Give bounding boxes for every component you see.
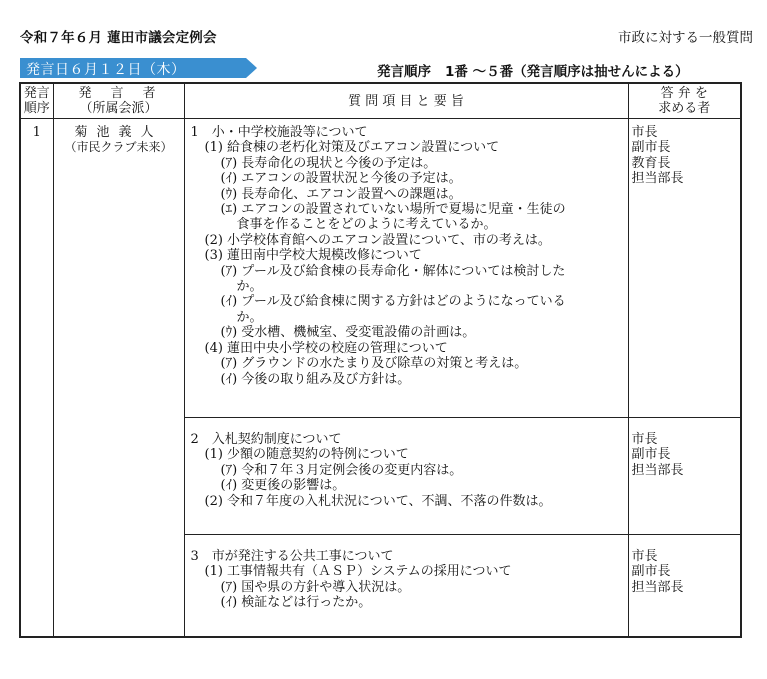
question-item: (ｲ) 検証などは行ったか。 — [220, 595, 372, 611]
date-banner — [20, 58, 257, 78]
question-item: (3) 蓮田南中学校大規模改修について — [204, 248, 422, 264]
question-item: (ｳ) 受水槽、機械室、受変電設備の計画は。 — [220, 325, 476, 341]
speaker-order: 1 — [20, 119, 53, 637]
responder-name: 市長 — [631, 125, 658, 140]
question-section-2 — [184, 418, 628, 535]
question-item: (4) 蓮田中央小学校の校庭の管理について — [204, 340, 448, 356]
question-section-3 — [184, 535, 628, 637]
question-item: 食事を作ることをどのように考えているか。 — [236, 217, 497, 233]
responder-name: 副市長 — [631, 564, 671, 580]
question-topic: 3 市が発注する公共工事について — [190, 549, 394, 564]
question-item: (ｲ) エアコンの設置状況と今後の予定は。 — [220, 171, 462, 187]
question-item: (ｳ) 長寿命化、エアコン設置への課題は。 — [220, 186, 462, 202]
responder-name: 教育長 — [631, 155, 671, 171]
responders-section-2 — [628, 418, 741, 535]
responders-section-3 — [628, 535, 741, 637]
question-item: (1) 給食棟の老朽化対策及びエアコン設置について — [204, 140, 500, 156]
responder-name: 担当部長 — [631, 462, 684, 478]
responder-name: 副市長 — [631, 140, 671, 156]
question-item: (2) 令和７年度の入札状況について、不調、不落の件数は。 — [204, 493, 552, 509]
question-topic: 2 入札契約制度について — [190, 432, 342, 447]
question-item: (ｱ) 長寿命化の現状と今後の予定は。 — [220, 155, 437, 171]
question-item: (ｲ) 今後の取り組み及び方針は。 — [220, 371, 411, 387]
question-item: (ｱ) 令和７年３月定例会後の変更内容は。 — [220, 462, 463, 478]
question-topic: 1 小・中学校施設等について — [190, 125, 368, 140]
table-row — [20, 119, 741, 418]
header-responder: 答 弁 を 求める者 — [628, 83, 741, 119]
question-item: (1) 工事情報共有（ＡＳＰ）システムの採用について — [204, 564, 512, 580]
responders-section-1 — [628, 119, 741, 418]
order-range: 1番 〜５番（発言順序は抽せんによる） — [445, 64, 689, 80]
responder-name: 担当部長 — [631, 171, 684, 187]
header-order: 発言 順序 — [20, 83, 53, 119]
responder-name: 副市長 — [631, 447, 671, 463]
table-header-row — [20, 83, 741, 119]
order-label: 発言順序 — [377, 64, 431, 80]
question-item: (ｲ) プール及び給食棟に関する方針はどのようになっている — [220, 294, 566, 310]
question-item: (ｲ) 変更後の影響は。 — [220, 478, 346, 494]
question-item: (ｱ) 国や県の方針や導入状況は。 — [220, 579, 411, 595]
question-item: (2) 小学校体育館へのエアコン設置について、市の考えは。 — [204, 232, 551, 248]
date-label: 発言日６月１２日（木） — [26, 62, 186, 78]
header-speaker: 発 言 者 （所属会派） — [53, 83, 184, 119]
responder-name: 市長 — [631, 432, 658, 447]
speaker-party: （市民クラブ未来） — [64, 140, 173, 155]
responder-name: 市長 — [631, 549, 658, 564]
speaker-cell — [53, 119, 184, 637]
question-section-1 — [184, 119, 628, 418]
question-item: (ｱ) グラウンドの水たまり及び除草の対策と考えは。 — [220, 356, 528, 372]
question-table — [19, 82, 742, 638]
question-item: か。 — [236, 309, 263, 325]
question-item: (ｴ) エアコンの設置されていない場所で夏場に児童・生徒の — [220, 202, 566, 218]
question-item: (1) 少額の随意契約の特例について — [204, 447, 409, 463]
header-items: 質 問 項 目 と 要 旨 — [184, 83, 628, 119]
question-item: (ｱ) プール及び給食棟の長寿命化・解体については検討した — [220, 263, 566, 279]
speaker-name: 菊池義人 — [74, 125, 163, 140]
question-category: 市政に対する一般質問 — [618, 30, 753, 46]
responder-name: 担当部長 — [631, 579, 684, 595]
order-note — [377, 60, 689, 80]
session-title: 令和７年６月 蓮田市議会定例会 — [20, 30, 217, 46]
question-item: か。 — [236, 279, 263, 295]
